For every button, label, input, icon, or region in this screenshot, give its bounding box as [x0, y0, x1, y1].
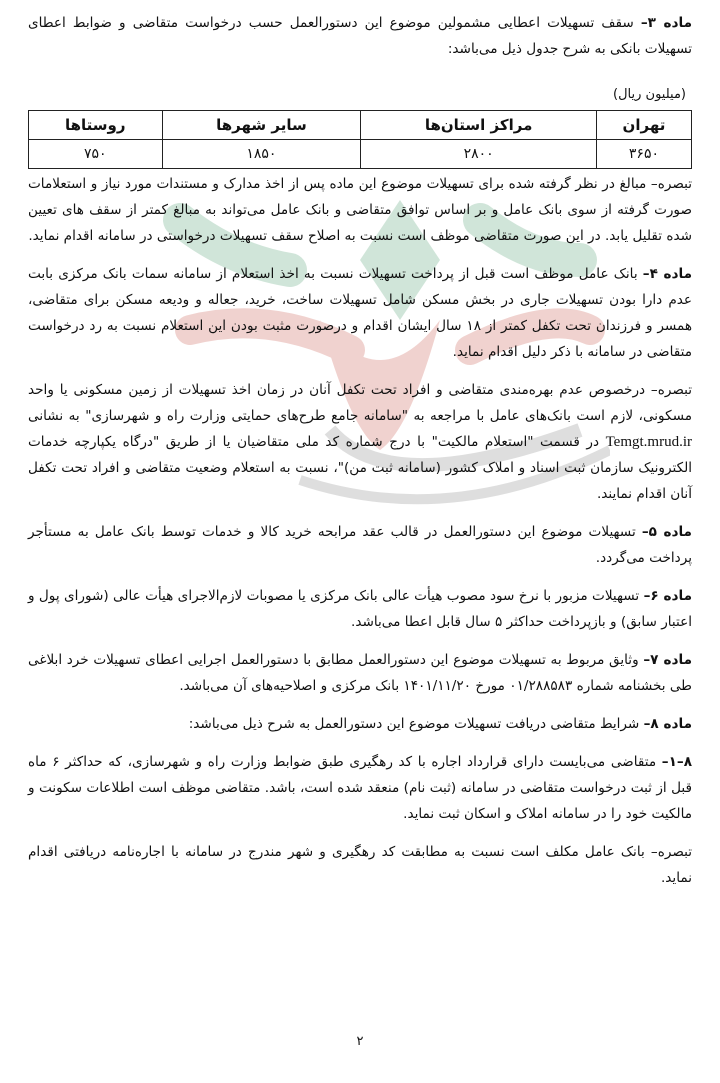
note-3: تبصره– بانک عامل مکلف است نسبت به مطابقت کد رهگیری و شهر مندرج در سامانه با اجاره‌نامه دریافتی اقدام نماید. — [28, 844, 692, 886]
table-cell: ۷۵۰ — [29, 140, 163, 169]
facility-cap-table — [28, 110, 692, 169]
article-3-text: سقف تسهیلات اعطایی مشمولین موضوع این دستورالعمل حسب درخواست متقاضی و ضوابط اعطای تسهیلات بانکی به شرح جدول ذیل می‌باشد: — [28, 15, 692, 57]
article-3 — [28, 10, 692, 62]
clause-8-1-text: متقاضی می‌بایست دارای قرارداد اجاره با کد رهگیری طبق ضوابط وزارت راه و شهرسازی، که حداکثر ۶ ماه قبل از ثبت درخواست متقاضی در سامانه (ثبت نام) منعقد شده است، باشد. متقاضی موظف است اطلاعات سکونت و مالکیت خود را در سامانه املاک و اسکان ثبت نماید. — [28, 754, 692, 822]
article-7-heading: ماده ۷– — [643, 652, 692, 668]
table-header-cell: مراکز استان‌ها — [361, 111, 597, 140]
article-6-text: تسهیلات مزبور با نرخ سود مصوب هیأت عالی بانک مرکزی یا مصوبات لازم‌الاجرای هیأت عالی (شورای پول و اعتبار سابق) و بازپرداخت حداکثر ۵ سال قابل اعطا می‌باشد. — [28, 588, 692, 630]
article-4-text: بانک عامل موظف است قبل از پرداخت تسهیلات نسبت به اخذ استعلام از سامانه سمات بانک مرکزی بابت عدم دارا بودن تسهیلات جاری در بخش مسکن شامل تسهیلات ساخت، خرید، جعاله و ودیعه مسکن برای متقاضی، همسر و فرزندان تحت تکفل کمتر از ۱۸ سال ایشان اقدام و درصورت مثبت بودن این استعلام نسبت به رد درخواست متقاضی در سامانه با ذکر دلیل اقدام نماید. — [28, 266, 692, 360]
table-cell: ۱۸۵۰ — [162, 140, 361, 169]
article-4 — [28, 261, 692, 365]
table-header-row — [29, 111, 692, 140]
table-header-cell: سایر شهرها — [162, 111, 361, 140]
ownership-system-url: Temgt.mrud.ir — [605, 434, 692, 450]
note-2-part-2: در قسمت "استعلام مالکیت" با درج شماره کد ملی متقاضیان یا از طریق "درگاه یکپارچه خدمات الکترونیک سازمان ثبت اسناد و املاک کشور (سامانه ثبت من)"، نسبت به استعلام وضعیت متقاضی و افراد تحت تکفل آنان اقدام نمایند. — [28, 434, 692, 502]
table-cell: ۳۶۵۰ — [596, 140, 691, 169]
article-5-heading: ماده ۵– — [641, 524, 692, 540]
article-8-text: شرایط متقاضی دریافت تسهیلات موضوع این دستورالعمل به شرح ذیل می‌باشد: — [188, 716, 644, 732]
article-6-heading: ماده ۶– — [643, 588, 692, 604]
article-8-heading: ماده ۸– — [643, 716, 692, 732]
note-2-part-1: تبصره– درخصوص عدم بهره‌مندی متقاضی و افراد تحت تکفل آنان در زمان اخذ تسهیلات از زمین مسکونی یا واحد مسکونی، لازم است بانک‌های عامل با مراجعه به "سامانه جامع طرح‌های حمایتی وزارت راه و شهرسازی" به نشانی — [28, 382, 692, 424]
table-row — [29, 140, 692, 169]
clause-8-1-number: ۸–۱– — [661, 754, 692, 770]
note-1: تبصره– مبالغ در نظر گرفته شده برای تسهیلات موضوع این ماده پس از اخذ مدارک و مستندات مورد نیاز و استعلامات صورت گرفته از سوی بانک عامل و بر اساس توافق متقاضی و بانک عامل می‌تواند به مبالغ کمتر از سقف های تعیین شده تقلیل یابد. در این صورت متقاضی موظف است نسبت به اصلاح سقف تسهیلات درخواستی در سامانه اقدام نماید. — [28, 176, 692, 244]
article-7-text: وثایق مربوط به تسهیلات موضوع این دستورالعمل مطابق با دستورالعمل اجرایی اعطای تسهیلات خرد ابلاغی طی بخشنامه شماره ۰۱/۲۸۸۵۸۳ مورخ ۱۴۰۱/۱۱/۲۰ بانک مرکزی و اصلاحیه‌های آن می‌باشد. — [28, 652, 692, 694]
article-5-text: تسهیلات موضوع این دستورالعمل در قالب عقد مرابحه خرید کالا و خدمات توسط بانک عامل به مستأجر پرداخت می‌گردد. — [28, 524, 692, 566]
table-unit-label: (میلیون ریال) — [613, 87, 686, 102]
document-body — [28, 10, 692, 903]
table-cell: ۲۸۰۰ — [361, 140, 597, 169]
table-header-cell: تهران — [596, 111, 691, 140]
clause-8-1 — [28, 749, 692, 827]
article-3-heading: ماده ۳– — [640, 15, 692, 31]
article-7 — [28, 647, 692, 699]
article-4-heading: ماده ۴– — [642, 266, 692, 282]
article-5 — [28, 519, 692, 571]
page-number: ۲ — [356, 1034, 364, 1049]
note-2 — [28, 377, 692, 507]
table-header-cell: روستاها — [29, 111, 163, 140]
article-6 — [28, 583, 692, 635]
article-8 — [28, 711, 692, 737]
